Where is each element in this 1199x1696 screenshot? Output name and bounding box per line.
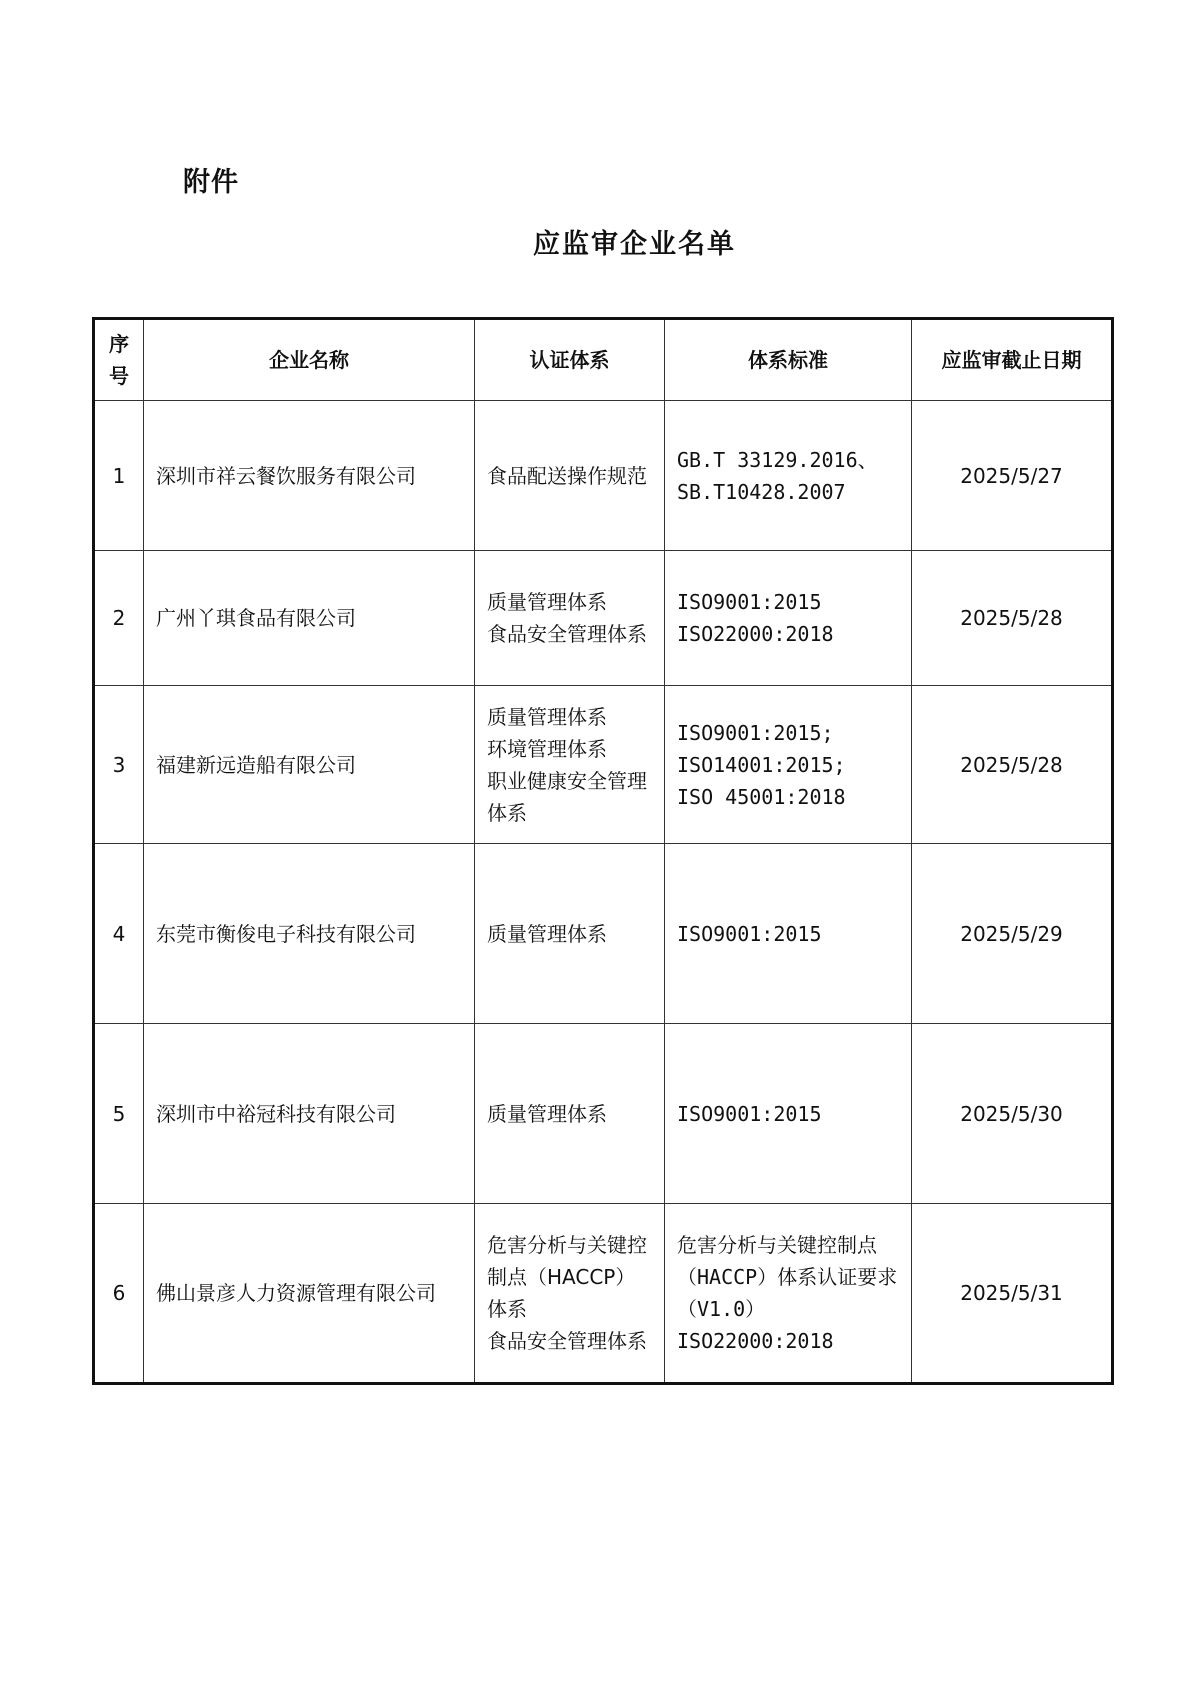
- header-no: 序号: [94, 319, 144, 401]
- cell-name: 深圳市祥云餐饮服务有限公司: [144, 401, 475, 551]
- system-line: 质量管理体系: [487, 1101, 607, 1126]
- enterprise-table: [92, 317, 1114, 1385]
- system-line: 质量管理体系: [487, 590, 607, 614]
- standard-line: ISO22000:2018: [677, 622, 834, 646]
- standard-line: ISO9001:2015: [677, 921, 822, 946]
- cell-no: 3: [94, 686, 144, 844]
- standard-line: 危害分析与关键控制点（HACCP）体系认证要求（V1.0）: [677, 1233, 898, 1321]
- cell-standard: [665, 551, 912, 686]
- cell-name: 广州丫琪食品有限公司: [144, 551, 475, 686]
- table-row: [94, 1024, 1113, 1204]
- cell-name: 东莞市衡俊电子科技有限公司: [144, 844, 475, 1024]
- document-title: 应监审企业名单: [533, 229, 736, 260]
- cell-deadline: 2025/5/29: [912, 844, 1113, 1024]
- cell-standard: [665, 844, 912, 1024]
- standard-line: ISO14001:2015;: [677, 752, 846, 777]
- standard-line: ISO9001:2015: [677, 590, 822, 614]
- standard-line: GB.T 33129.2016、: [677, 447, 878, 472]
- cell-name: 深圳市中裕冠科技有限公司: [144, 1024, 475, 1204]
- table-row: [94, 844, 1113, 1024]
- table-row: [94, 1204, 1113, 1384]
- table-header-row: [94, 319, 1113, 401]
- cell-standard: [665, 1024, 912, 1204]
- cell-name: 佛山景彦人力资源管理有限公司: [144, 1204, 475, 1384]
- standard-line: ISO22000:2018: [677, 1329, 834, 1353]
- attachment-label: 附件: [183, 167, 239, 198]
- cell-deadline: 2025/5/31: [912, 1204, 1113, 1384]
- cell-no: 5: [94, 1024, 144, 1204]
- cell-system: [475, 1024, 665, 1204]
- system-line: 食品配送操作规范: [487, 463, 647, 488]
- table-row: [94, 401, 1113, 551]
- cell-system: [475, 551, 665, 686]
- standard-line: SB.T10428.2007: [677, 479, 846, 504]
- system-line: 质量管理体系: [487, 921, 607, 946]
- cell-standard: [665, 1204, 912, 1384]
- standard-line: ISO 45001:2018: [677, 784, 846, 809]
- cell-deadline: 2025/5/30: [912, 1024, 1113, 1204]
- cell-deadline: 2025/5/28: [912, 686, 1113, 844]
- system-line: 食品安全管理体系: [487, 1329, 647, 1353]
- cell-standard: [665, 686, 912, 844]
- system-line: 危害分析与关键控制点（HACCP）体系: [487, 1233, 647, 1321]
- system-line: 质量管理体系: [487, 704, 607, 729]
- cell-no: 6: [94, 1204, 144, 1384]
- cell-system: [475, 844, 665, 1024]
- cell-deadline: 2025/5/27: [912, 401, 1113, 551]
- cell-no: 4: [94, 844, 144, 1024]
- cell-no: 1: [94, 401, 144, 551]
- standard-line: ISO9001:2015;: [677, 720, 834, 745]
- cell-no: 2: [94, 551, 144, 686]
- header-deadline: 应监审截止日期: [912, 319, 1113, 401]
- standard-line: ISO9001:2015: [677, 1101, 822, 1126]
- cell-standard: [665, 401, 912, 551]
- header-name: 企业名称: [144, 319, 475, 401]
- cell-system: [475, 1204, 665, 1384]
- header-system: 认证体系: [475, 319, 665, 401]
- system-line: 环境管理体系: [487, 736, 607, 761]
- cell-name: 福建新远造船有限公司: [144, 686, 475, 844]
- header-standard: 体系标准: [665, 319, 912, 401]
- system-line: 食品安全管理体系: [487, 622, 647, 646]
- table-row: [94, 551, 1113, 686]
- cell-deadline: 2025/5/28: [912, 551, 1113, 686]
- table-row: [94, 686, 1113, 844]
- cell-system: [475, 686, 665, 844]
- cell-system: [475, 401, 665, 551]
- system-line: 职业健康安全管理体系: [487, 768, 647, 825]
